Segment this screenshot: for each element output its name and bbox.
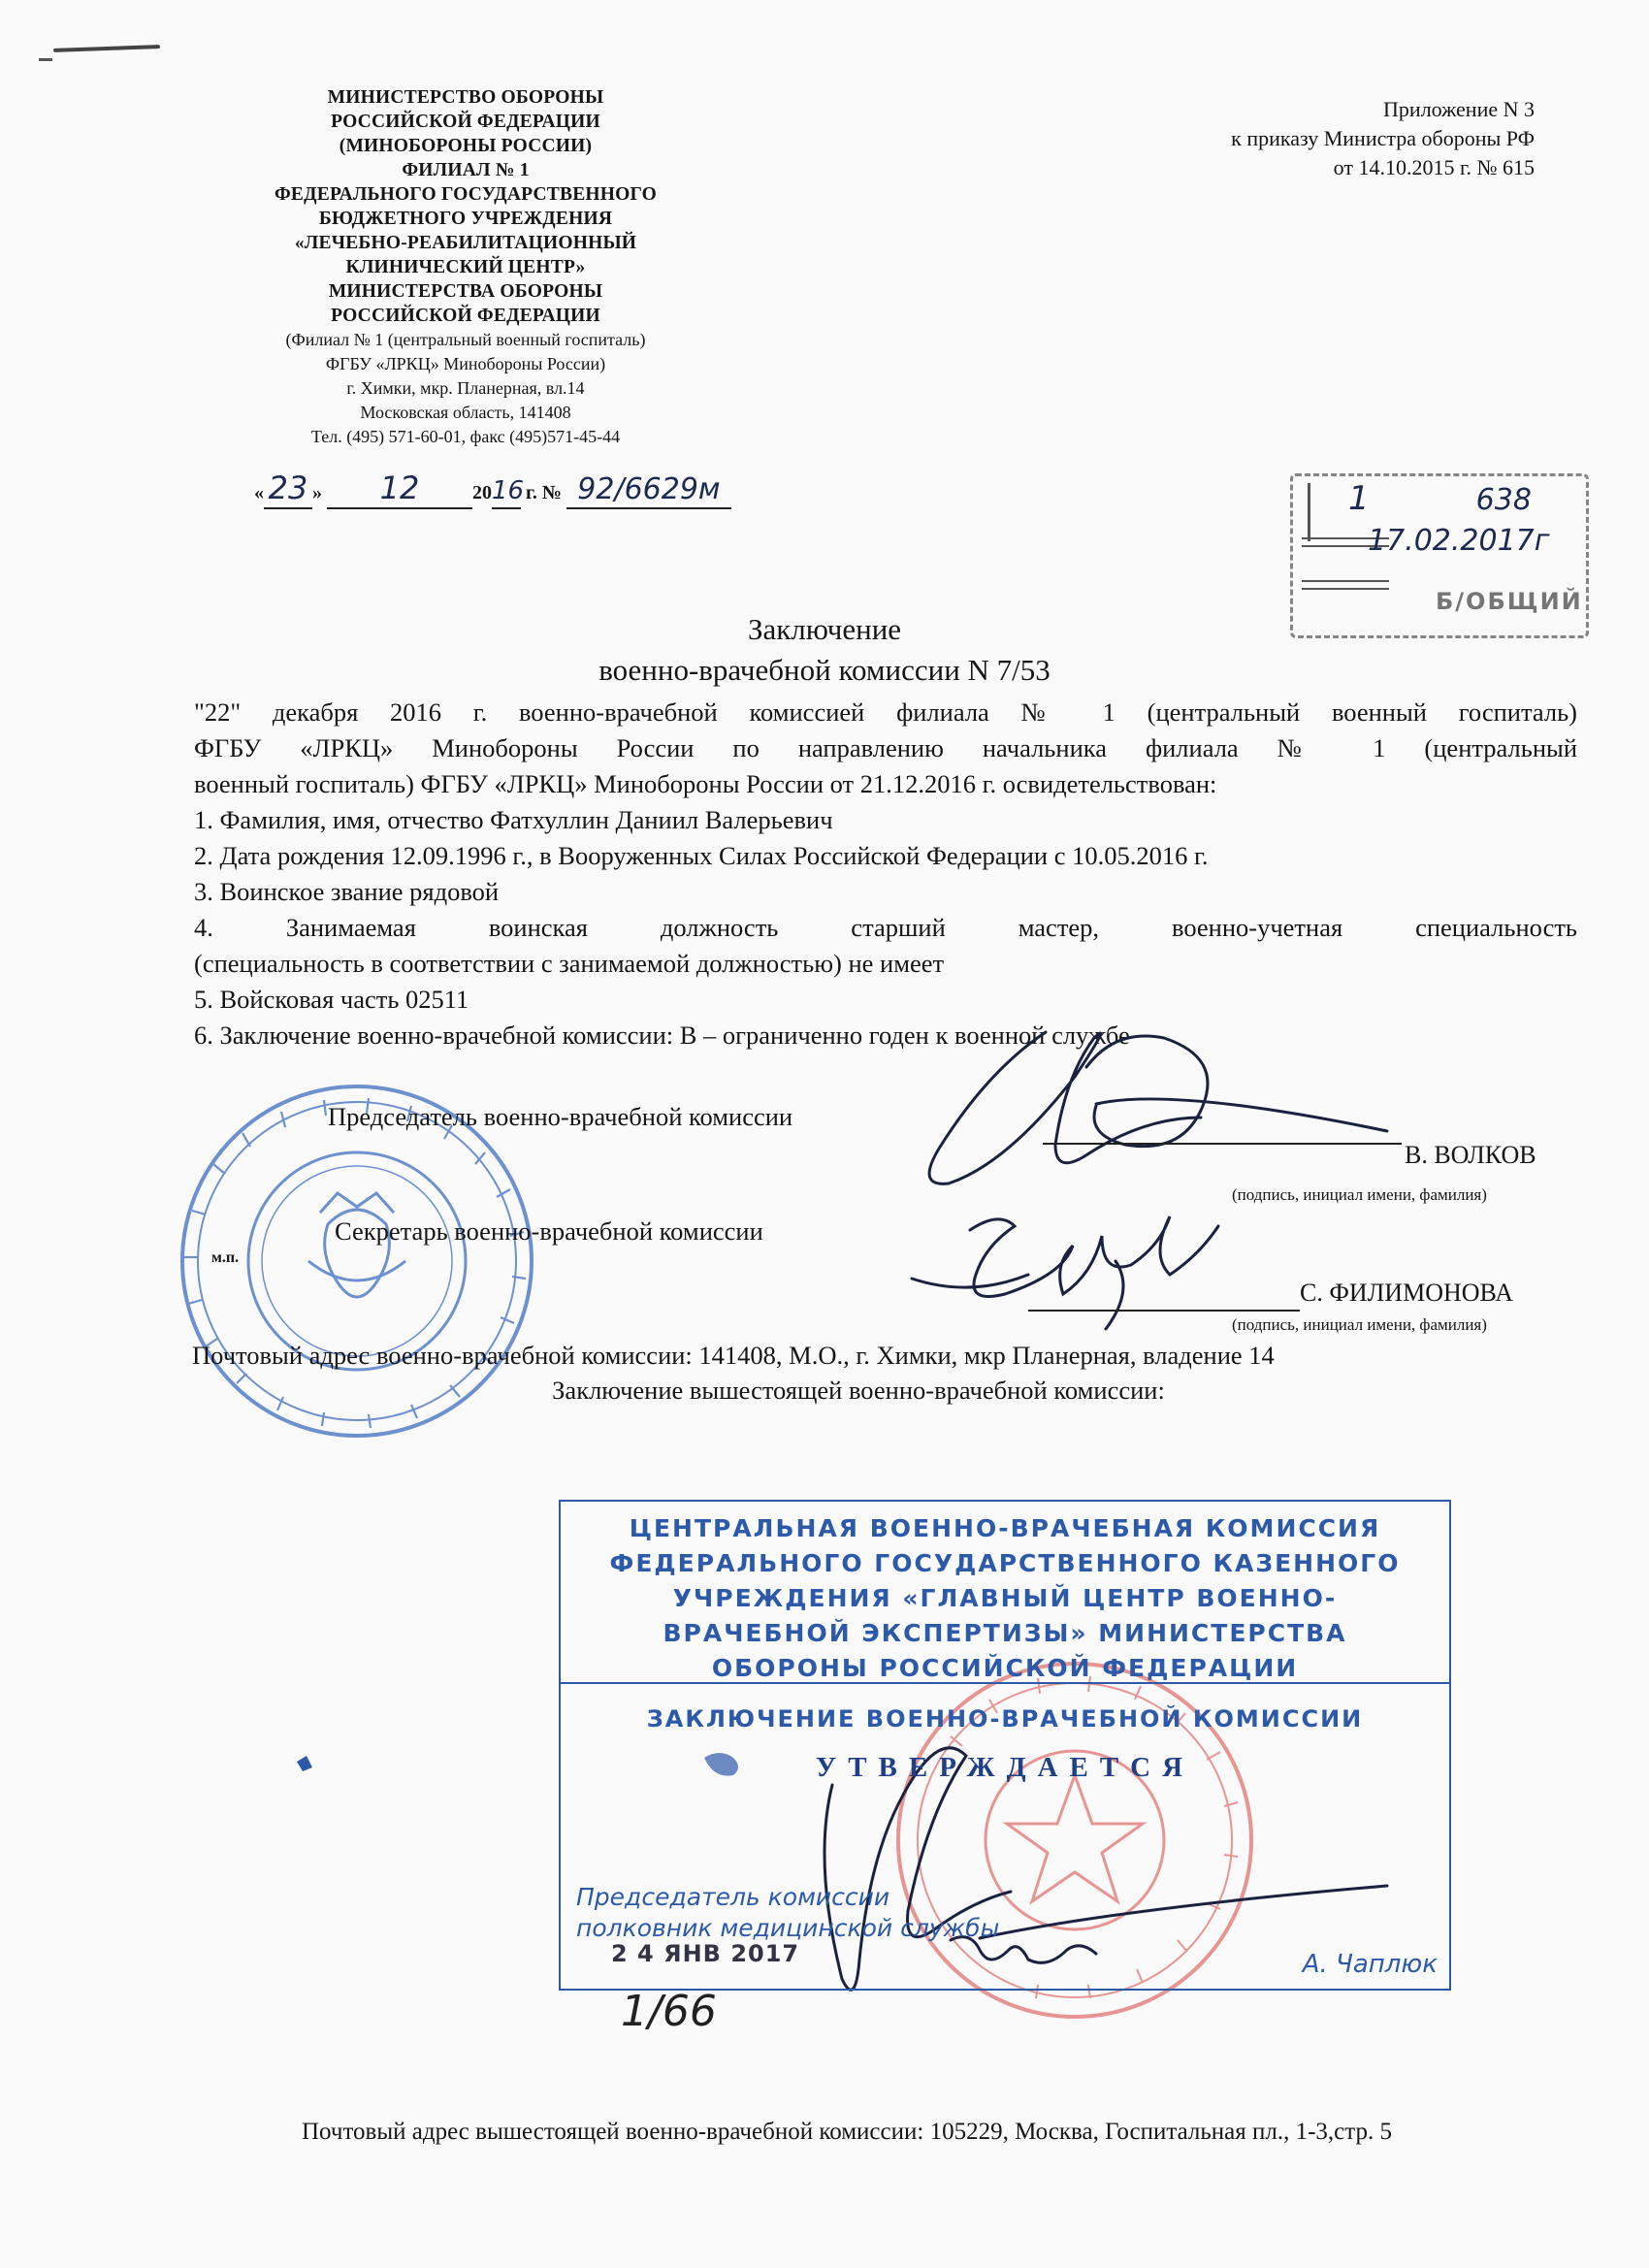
year-value: 16 <box>492 476 525 505</box>
header-line: ФЕДЕРАЛЬНОГО ГОСУДАРСТВЕННОГО <box>274 184 658 205</box>
higher-commission-label: Заключение вышестоящей военно-врачебной комиссии: <box>552 1376 1165 1405</box>
ink-dot <box>297 1756 312 1771</box>
stamp-line: ЦЕНТРАЛЬНАЯ ВОЕННО-ВРАЧЕБНАЯ КОМИССИЯ <box>629 1514 1381 1542</box>
header-line: г. Химки, мкр. Планерная, вл.14 <box>346 378 585 398</box>
appendix-line: Приложение N 3 <box>1383 97 1535 121</box>
header-line: ФИЛИАЛ № 1 <box>402 160 530 180</box>
item-unit: 5. Войсковая часть 02511 <box>194 985 469 1014</box>
signature-caption: (подпись, инициал имени, фамилия) <box>1232 1315 1487 1334</box>
signature-caption: (подпись, инициал имени, фамилия) <box>1232 1185 1487 1204</box>
stamp-signer: А. Чаплюк <box>1302 1950 1438 1979</box>
title-line: Заключение <box>747 612 902 646</box>
header-line: (Филиал № 1 (центральный военный госпиталь) <box>285 330 646 349</box>
quote-open: « <box>254 482 264 503</box>
header-line: Московская область, 141408 <box>360 403 571 422</box>
incoming-num2-value: 638 <box>1475 483 1532 517</box>
year-prefix: 20 <box>472 482 492 503</box>
chair-label: Председатель военно-врачебной комиссии <box>328 1102 793 1131</box>
month-value: 12 <box>379 470 420 506</box>
header-line: (МИНОБОРОНЫ РОССИИ) <box>339 136 593 156</box>
header-line: «ЛЕЧЕБНО-РЕАБИЛИТАЦИОННЫЙ <box>294 233 637 253</box>
quote-close: » <box>312 482 322 503</box>
secretary-signature-line <box>1028 1310 1300 1312</box>
header-line: ФГБУ «ЛРКЦ» Минобороны России) <box>325 354 606 373</box>
stamp-line: ОБОРОНЫ РОССИЙСКОЙ ФЕДЕРАЦИИ <box>711 1654 1299 1682</box>
stamp-conclusion: ЗАКЛЮЧЕНИЕ ВОЕННО-ВРАЧЕБНОЙ КОМИССИИ <box>646 1705 1364 1733</box>
stamp-chair-line: Председатель комиссии <box>576 1883 890 1911</box>
chair-signature-line <box>1043 1143 1402 1145</box>
intro-line: военный госпиталь) ФГБУ «ЛРКЦ» Минобороны России от 21.12.2016 г. освидетельствован: <box>194 769 1217 798</box>
incoming-label: Б/ОБЩИЙ <box>1436 588 1583 615</box>
item-position-cont: (специальность в соответствии с занимаемой должностью) не имеет <box>194 949 945 978</box>
intro-line: "22" декабря 2016 г. военно-врачебной комиссией филиала № 1 (центральный военный госпиталь) <box>194 697 1577 727</box>
header-line: КЛИНИЧЕСКИЙ ЦЕНТР» <box>345 257 586 277</box>
appendix-line: к приказу Министра обороны РФ <box>1231 126 1535 150</box>
item-name: 1. Фамилия, имя, отчество Фатхуллин Даниил Валерьевич <box>194 805 833 834</box>
secretary-label: Секретарь военно-врачебной комиссии <box>335 1216 763 1246</box>
item-position: 4. Занимаемая воинская должность старший мастер, военно-учетная специальность <box>194 913 1577 942</box>
header-line: МИНИСТЕРСТВО ОБОРОНЫ <box>327 87 604 108</box>
stamp-approved: УТВЕРЖДАЕТСЯ <box>815 1752 1195 1783</box>
postal-address: Почтовый адрес военно-врачебной комиссии: 141408, М.О., г. Химки, мкр Планерная, владение 14 <box>192 1341 1275 1370</box>
item-conclusion: 6. Заключение военно-врачебной комиссии: В – ограниченно годен к военной службе <box>194 1021 1130 1050</box>
day-value: 23 <box>268 470 308 506</box>
number-value: 92/6629м <box>577 472 721 506</box>
intro-line: ФГБУ «ЛРКЦ» Минобороны России по направлению начальника филиала № 1 (центральный <box>194 733 1577 762</box>
stamp-chair-line: полковник медицинской службы <box>576 1914 1000 1942</box>
stamp-date: 2 4 ЯНВ 2017 <box>611 1940 800 1967</box>
header-line: МИНИСТЕРСТВА ОБОРОНЫ <box>328 281 603 302</box>
seal-place-mark: м.п. <box>211 1249 240 1266</box>
header-line: РОССИЙСКОЙ ФЕДЕРАЦИИ <box>331 306 600 326</box>
handwritten-number: 1/66 <box>621 1987 717 2036</box>
incoming-date: 17.02.2017г <box>1368 524 1550 558</box>
title-line: военно-врачебной комиссии N 7/53 <box>598 653 1051 687</box>
higher-postal-address: Почтовый адрес вышестоящей военно-врачебной комиссии: 105229, Москва, Госпитальная пл., 1-3,стр. 5 <box>301 2119 1393 2145</box>
item-rank: 3. Воинское звание рядовой <box>194 877 500 906</box>
stamp-line: УЧРЕЖДЕНИЯ «ГЛАВНЫЙ ЦЕНТР ВОЕННО- <box>672 1584 1338 1612</box>
chair-name: В. ВОЛКОВ <box>1405 1141 1536 1169</box>
number-label: г. № <box>526 482 562 503</box>
incoming-num-value: 1 <box>1348 479 1370 518</box>
header-line: БЮДЖЕТНОГО УЧРЕЖДЕНИЯ <box>318 209 613 229</box>
stamp-line: ФЕДЕРАЛЬНОГО ГОСУДАРСТВЕННОГО КАЗЕННОГО <box>609 1549 1401 1577</box>
central-commission-stamp <box>559 1500 1451 1991</box>
appendix-line: от 14.10.2015 г. № 615 <box>1333 155 1535 179</box>
item-birthdate: 2. Дата рождения 12.09.1996 г., в Вооруженных Силах Российской Федерации с 10.05.2016 г. <box>194 841 1209 870</box>
central-stamp-header <box>561 1502 1449 1684</box>
secretary-signature-icon <box>912 1216 1218 1329</box>
chair-signature-icon <box>929 1032 1387 1183</box>
stamp-line: ВРАЧЕБНОЙ ЭКСПЕРТИЗЫ» МИНИСТЕРСТВА <box>663 1619 1347 1647</box>
header-line: Тел. (495) 571-60-01, факс (495)571-45-44 <box>310 427 621 446</box>
header-line: РОССИЙСКОЙ ФЕДЕРАЦИИ <box>331 112 600 132</box>
stamp-chair <box>576 1882 999 1944</box>
secretary-name: С. ФИЛИМОНОВА <box>1300 1279 1513 1307</box>
